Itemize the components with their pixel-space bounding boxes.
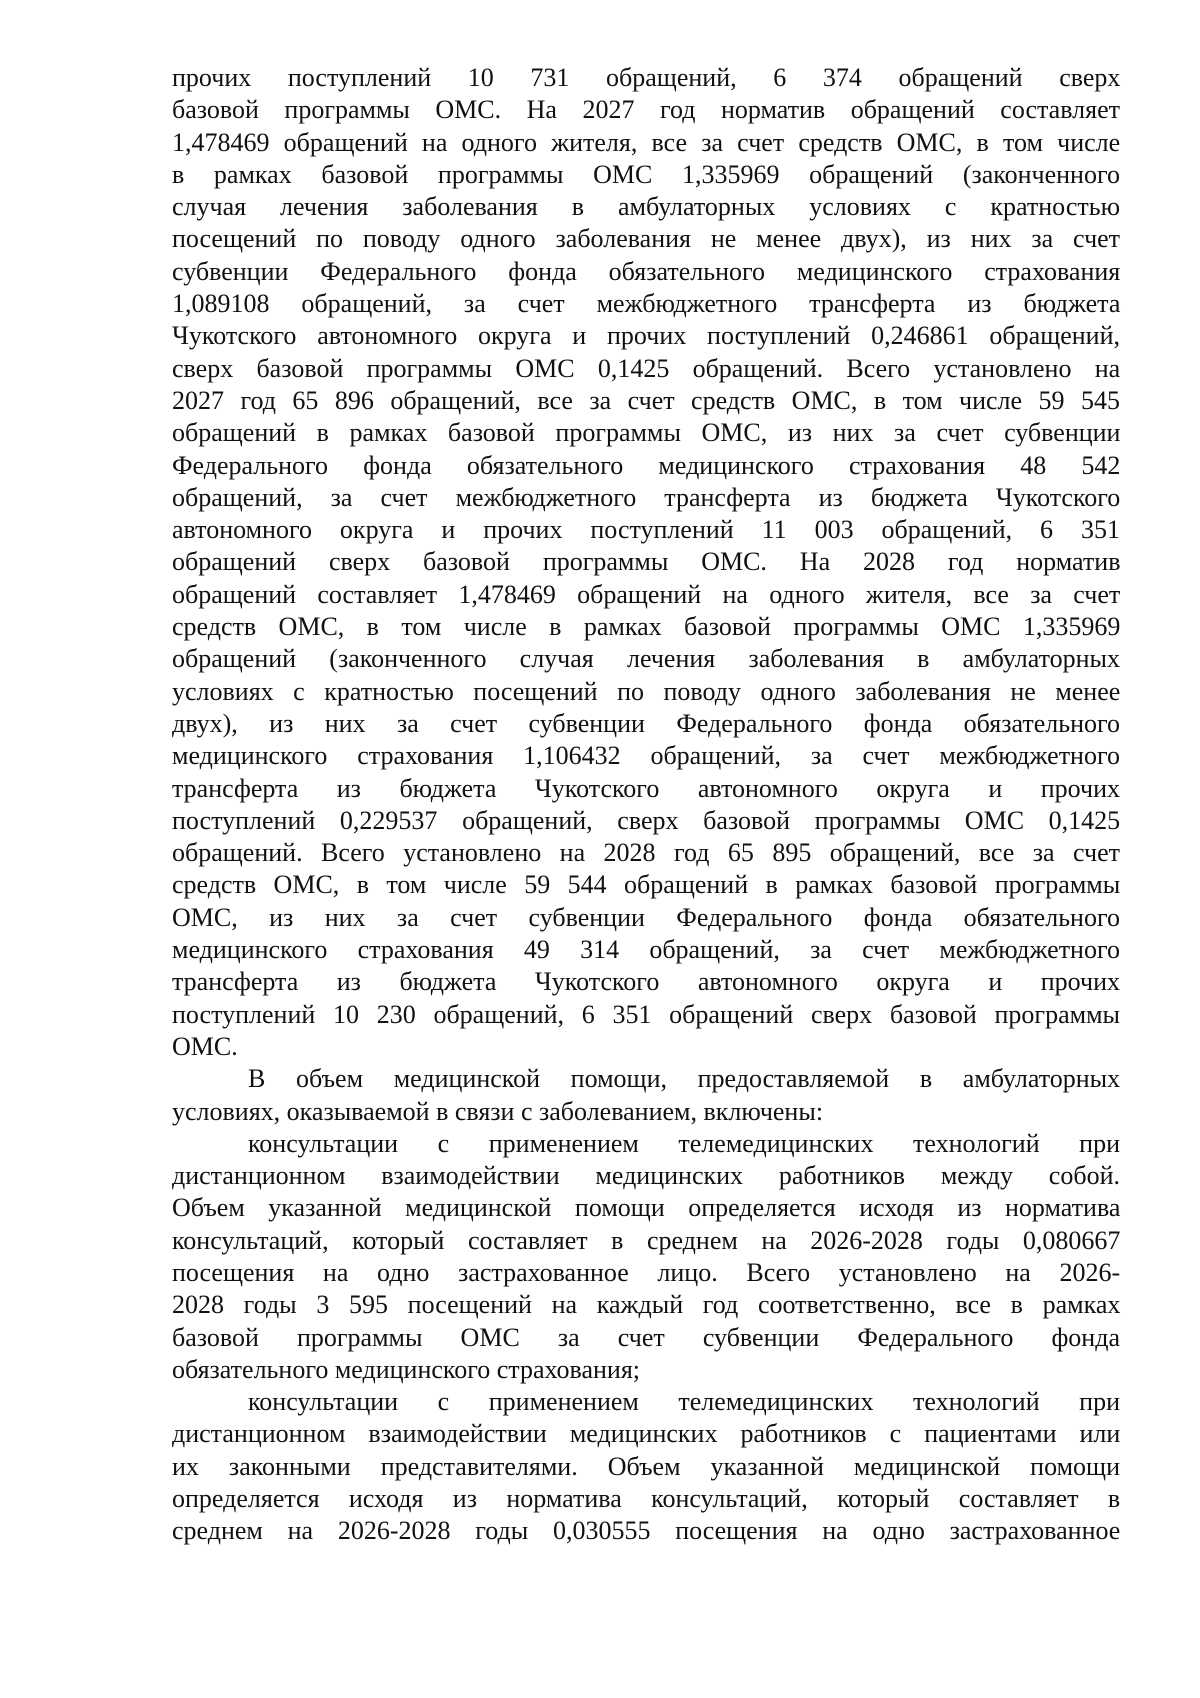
text-line: 2027 год 65 896 обращений, все за счет средств ОМС, в том числе 59 545 bbox=[172, 385, 1120, 415]
text-line: 1,478469 обращений на одного жителя, все за счет средств ОМС, в том числе bbox=[172, 127, 1121, 157]
text-line: дистанционном взаимодействии медицинских работников с пациентами или bbox=[172, 1419, 1121, 1449]
text-line: Чукотского автономного округа и прочих поступлений 0,246861 обращений, bbox=[172, 321, 1120, 351]
text-line: обращений (законченного случая лечения заболевания в амбулаторных bbox=[172, 644, 1120, 674]
text-line: 2028 годы 3 595 посещений на каждый год соответственно, все в рамках bbox=[172, 1290, 1121, 1320]
text-line: субвенции Федерального фонда обязательного медицинского страхования bbox=[172, 256, 1121, 286]
text-line: трансферта из бюджета Чукотского автономного округа и прочих bbox=[172, 773, 1120, 803]
text-line: их законными представителями. Объем указанной медицинской помощи bbox=[172, 1451, 1120, 1481]
text-line: В объем медицинской помощи, предоставляемой в амбулаторных bbox=[248, 1064, 1121, 1094]
text-line: медицинского страхования 1,106432 обращений, за счет межбюджетного bbox=[172, 741, 1120, 771]
text-line: среднем на 2026-2028 годы 0,030555 посещения на одно застрахованное bbox=[172, 1516, 1121, 1546]
text-line: посещения на одно застрахованное лицо. Всего установлено на 2026- bbox=[172, 1257, 1121, 1287]
text-line: обращений, за счет межбюджетного трансферта из бюджета Чукотского bbox=[172, 482, 1121, 512]
text-line: консультации с применением телемедицинских технологий при bbox=[248, 1128, 1120, 1158]
text-line: консультации с применением телемедицинских технологий при bbox=[248, 1387, 1120, 1417]
text-line: обращений сверх базовой программы ОМС. На 2028 год норматив bbox=[172, 547, 1121, 577]
text-line: поступлений 10 230 обращений, 6 351 обращений сверх базовой программы bbox=[172, 999, 1121, 1029]
text-line: автономного округа и прочих поступлений 11 003 обращений, 6 351 bbox=[172, 515, 1120, 545]
text-line: средств ОМС, в том числе в рамках базовой программы ОМС 1,335969 bbox=[172, 612, 1121, 642]
text-line: сверх базовой программы ОМС 0,1425 обращений. Всего установлено на bbox=[172, 353, 1121, 383]
text-line: 1,089108 обращений, за счет межбюджетного трансферта из бюджета bbox=[172, 289, 1121, 319]
text-line: ОМС, из них за счет субвенции Федерального фонда обязательного bbox=[172, 902, 1120, 932]
text-line: базовой программы ОМС за счет субвенции Федерального фонда bbox=[172, 1322, 1120, 1352]
text-line: обязательного медицинского страхования; bbox=[172, 1354, 640, 1384]
text-line: условиях, оказываемой в связи с заболеванием, включены: bbox=[172, 1096, 824, 1126]
text-line: обращений в рамках базовой программы ОМС, из них за счет субвенции bbox=[172, 418, 1121, 448]
text-line: случая лечения заболевания в амбулаторных условиях с кратностью bbox=[172, 192, 1120, 222]
text-line: ОМС. bbox=[172, 1031, 238, 1061]
text-line: базовой программы ОМС. На 2027 год норматив обращений составляет bbox=[172, 95, 1120, 125]
text-line: Федерального фонда обязательного медицинского страхования 48 542 bbox=[172, 450, 1121, 480]
text-line: обращений. Всего установлено на 2028 год 65 895 обращений, все за счет bbox=[172, 838, 1120, 868]
text-line: условиях с кратностью посещений по поводу одного заболевания не менее bbox=[172, 676, 1121, 706]
text-line: Объем указанной медицинской помощи определяется исходя из норматива bbox=[172, 1193, 1121, 1223]
text-line: трансферта из бюджета Чукотского автономного округа и прочих bbox=[172, 967, 1120, 997]
document-body bbox=[172, 62, 1120, 1548]
text-line: прочих поступлений 10 731 обращений, 6 374 обращений сверх bbox=[172, 63, 1121, 92]
text-line: дистанционном взаимодействии медицинских работников между собой. bbox=[172, 1161, 1120, 1191]
text-line: консультаций, который составляет в среднем на 2026-2028 годы 0,080667 bbox=[172, 1225, 1121, 1255]
text-line: двух), из них за счет субвенции Федерального фонда обязательного bbox=[172, 708, 1120, 738]
text-line: медицинского страхования 49 314 обращений, за счет межбюджетного bbox=[172, 935, 1120, 965]
text-line: в рамках базовой программы ОМС 1,335969 обращений (законченного bbox=[172, 159, 1120, 189]
text-line: посещений по поводу одного заболевания не менее двух), из них за счет bbox=[172, 224, 1121, 254]
text-line: поступлений 0,229537 обращений, сверх базовой программы ОМС 0,1425 bbox=[172, 805, 1121, 835]
text-line: обращений составляет 1,478469 обращений на одного жителя, все за счет bbox=[172, 579, 1121, 609]
text-line: определяется исходя из норматива консультаций, который составляет в bbox=[172, 1484, 1121, 1514]
text-line: средств ОМС, в том числе 59 544 обращений в рамках базовой программы bbox=[172, 870, 1121, 900]
